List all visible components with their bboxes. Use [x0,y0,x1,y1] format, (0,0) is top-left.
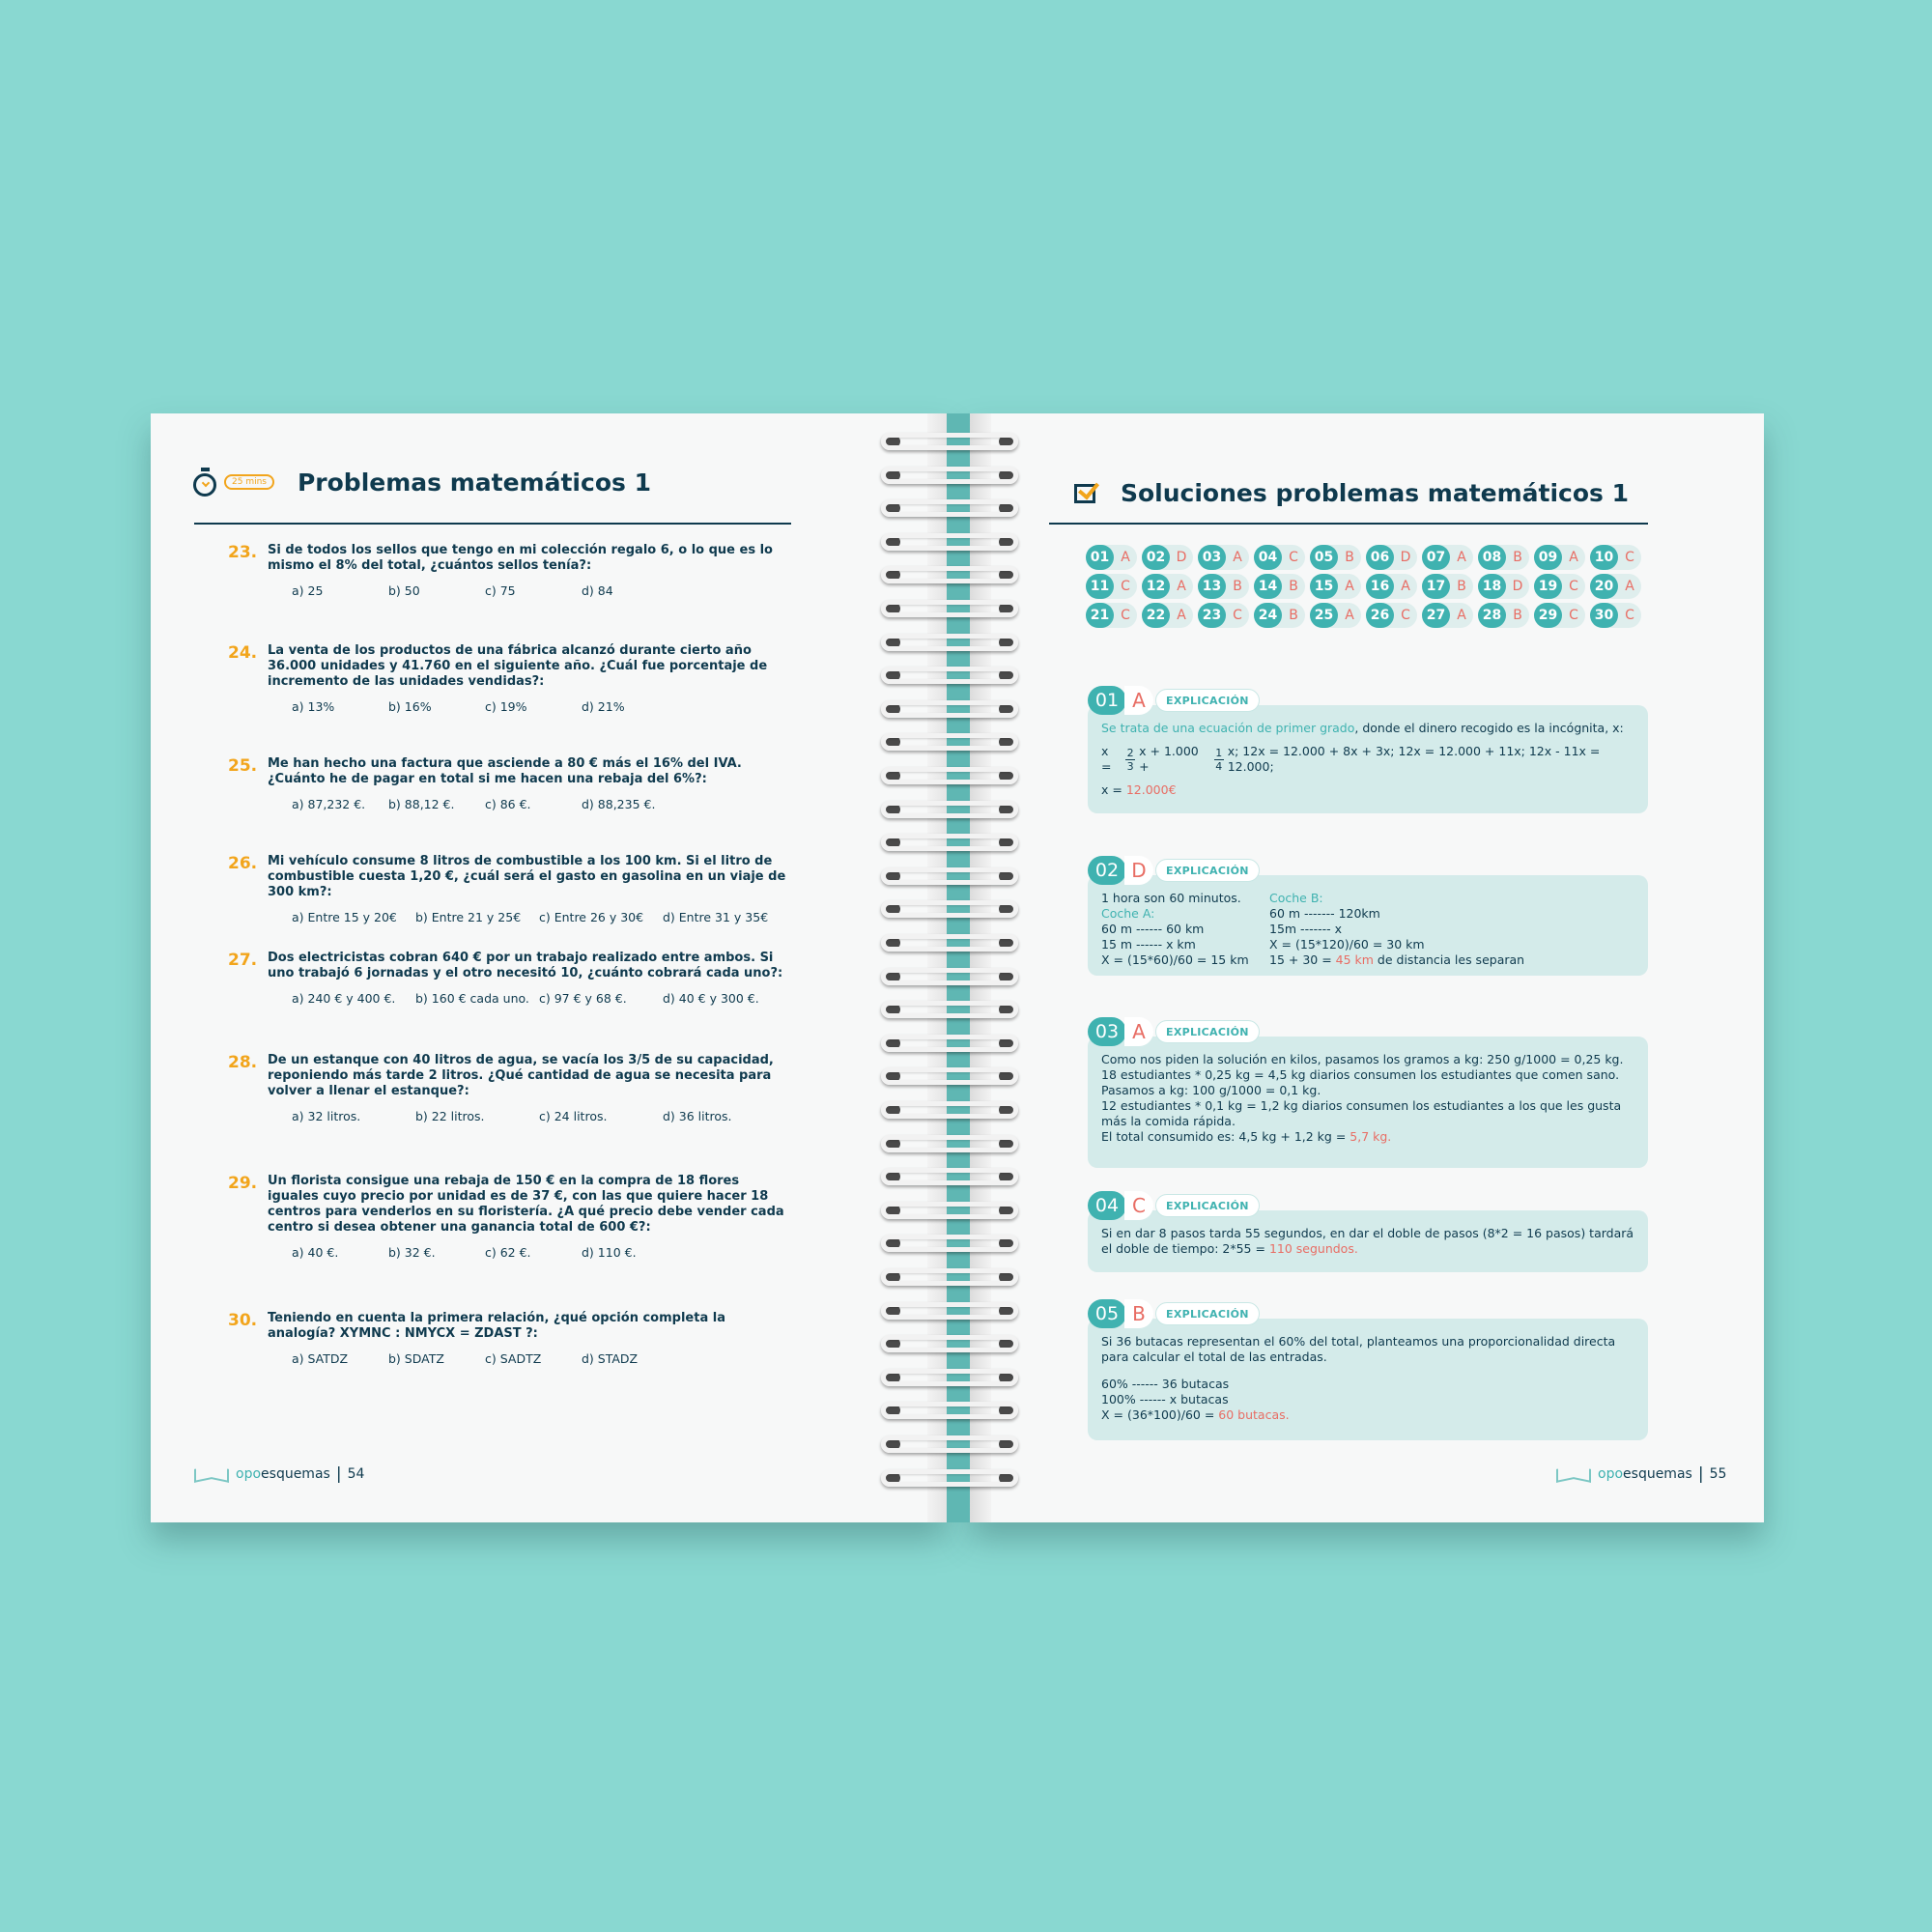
answer-cell [1534,574,1585,599]
answer-option: d) 84 [582,583,613,598]
solutions-title: Soluciones problemas matemáticos 1 [1121,479,1630,507]
equation-part: x; 12x = 12.000 + 8x + 3x; 12x = 12.000 + 11x; 12x - 11x = 12.000; [1227,744,1601,774]
answer-letter: A [1401,579,1410,594]
spiral-ring [877,431,1022,452]
question-text: Un florista consigue una rebaja de 150 € en la compra de 18 flores iguales cuyo precio por unidad es de 37 €, con las que quiere hacer 18 centros para venderlos en su floristería. ¿A qué precio debe vender cada centro si desea obtener una ganancia total de 600 €?: [268,1174,784,1235]
explanation-label: EXPLICACIÓN [1155,1302,1260,1325]
answer-letter: C [1289,550,1298,565]
answer-letter: C [1625,608,1634,623]
solution-tag [1088,1017,1648,1046]
question-number: 27. [228,951,258,970]
answer-letter: A [1457,550,1466,565]
body-text: 100% ------ x butacas [1101,1392,1229,1406]
answer-cell [1422,603,1473,628]
solution-number: 02 [1088,856,1126,885]
spiral-ring [877,564,1022,585]
answer-number: 14 [1254,574,1282,599]
answer-letter: C [1121,579,1130,594]
spiral-ring [877,497,1022,519]
answer-letter: A [1177,608,1186,623]
car-label: Coche B: [1269,891,1323,905]
spiral-ring [877,632,1022,653]
answer-number: 24 [1254,603,1282,628]
answer-letter: B [1457,579,1466,594]
solution-03 [1088,1017,1648,1168]
stopwatch-icon [193,468,218,497]
body-text: X = (36*100)/60 = [1101,1407,1219,1422]
solution-intro [1101,721,1636,736]
question-number: 23. [228,543,258,562]
answer-number: 17 [1422,574,1450,599]
answer-cell [1142,603,1193,628]
body-text: El total consumido es: 4,5 kg + 1,2 kg = [1101,1129,1350,1144]
denominator: 4 [1215,759,1223,773]
solution-tag [1088,856,1648,885]
answer-option: b) Entre 21 y 25€ [415,910,522,924]
solution-body [1088,875,1648,976]
answer-number: 09 [1534,545,1562,570]
answer-letter: B [1513,608,1522,623]
answer-number: 15 [1310,574,1338,599]
body-text: Como nos piden la solución en kilos, pasamos los gramos a kg: 250 g/1000 = 0,25 kg. [1101,1052,1624,1066]
answer-cell [1366,603,1417,628]
brand-prefix: opo [1598,1466,1624,1482]
answer-option: b) 22 litros. [415,1109,485,1123]
question-number: 29. [228,1174,258,1193]
answer-option: d) 110 €. [582,1245,637,1260]
answer-option: a) 240 € y 400 €. [292,991,396,1006]
body-text: 15 m ------ x km [1101,937,1196,952]
body-text: de distancia les separan [1373,952,1525,967]
question-number: 24. [228,643,258,663]
answer-number: 21 [1086,603,1114,628]
body-text: , donde el dinero recogido es la incógnita, x: [1354,721,1624,735]
equation-part: x + 1.000 + [1139,744,1199,774]
spiral-ring [877,1266,1022,1288]
answer-number: 20 [1590,574,1618,599]
answer-options [292,1109,793,1123]
answer-letter: B [1345,550,1354,565]
equation [1101,744,1636,775]
answer-number: 06 [1366,545,1394,570]
equation-part: x = [1101,744,1112,774]
solution-02 [1088,856,1648,976]
page-number: 55 [1709,1466,1727,1482]
answer-option: c) SADTZ [485,1351,542,1366]
answer-option: c) 75 [485,583,516,598]
answer-letter: C [1121,608,1130,623]
answer-cell [1310,545,1361,570]
answer-cell [1366,545,1417,570]
body-text: x = [1101,782,1126,797]
answer-option: c) Entre 26 y 30€ [539,910,644,924]
solution-number: 03 [1088,1017,1126,1046]
solution-body [1088,1319,1648,1440]
answer-number: 13 [1198,574,1226,599]
right-footer [1555,1464,1726,1484]
answer-number: 10 [1590,545,1618,570]
result-value: 5,7 kg. [1350,1129,1392,1144]
answer-option: b) 32 €. [388,1245,436,1260]
right-header [1074,479,1629,507]
answer-cell [1254,545,1305,570]
answer-letter: B [1513,550,1522,565]
answer-cell [1366,574,1417,599]
answer-letter: A [1121,550,1130,565]
solution-letter: B [1124,1299,1153,1328]
explanation-label: EXPLICACIÓN [1155,1020,1260,1043]
answer-cell [1590,574,1641,599]
spiral-ring [877,465,1022,486]
answer-option: a) 87,232 €. [292,797,366,811]
solution-letter: D [1124,856,1153,885]
answer-number: 25 [1310,603,1338,628]
answer-letter: C [1569,608,1578,623]
answer-letter: B [1289,579,1298,594]
spiral-ring [877,731,1022,753]
answer-cell [1142,574,1193,599]
book-logo-icon [193,1465,230,1483]
answer-option: c) 62 €. [485,1245,531,1260]
question-text: Mi vehículo consume 8 litros de combustible a los 100 km. Si el litro de combustible cuesta 1,20 €, ¿cuál será el gasto en gasolina en un viaje de 300 km?: [268,854,786,899]
answer-letter: A [1233,550,1242,565]
answer-letter: A [1625,579,1634,594]
spiral-ring [877,1099,1022,1121]
spiral-ring [877,932,1022,953]
answer-row [1086,603,1648,628]
solution-result [1269,952,1524,968]
spiral-binding [877,431,1022,1503]
numerator: 2 [1126,746,1134,759]
solution-number: 05 [1088,1299,1126,1328]
fraction [1125,748,1135,772]
answer-option: b) 16% [388,699,432,714]
answer-cell [1478,603,1529,628]
question-item [228,543,793,598]
answer-cell [1254,603,1305,628]
answer-options [292,910,793,924]
answer-cell [1478,545,1529,570]
question-item [228,756,793,811]
body-text: Si en dar 8 pasos tarda 55 segundos, en dar el doble de pasos (8*2 = 16 pasos) tardará el doble de tiempo: 2*55 = [1101,1226,1634,1256]
solution-05 [1088,1299,1648,1440]
column-car-b [1269,891,1524,968]
book-logo-icon [1555,1465,1592,1483]
answer-letter: C [1625,550,1634,565]
question-item [228,951,793,1006]
answer-cell [1086,603,1137,628]
answer-letter: D [1512,579,1523,594]
answer-letter: C [1569,579,1578,594]
result-value: 60 butacas. [1218,1407,1290,1422]
answer-cell [1310,574,1361,599]
solution-result [1101,1226,1636,1257]
answer-option: b) 50 [388,583,420,598]
title-divider [194,523,791,525]
question-text: La venta de los productos de una fábrica alcanzó durante cierto año 36.000 unidades y 41.760 en el siguiente año. ¿Cuál fue porcentaje de incremento de las unidades vendidas?: [268,643,768,689]
question-number: 26. [228,854,258,873]
brand-suffix: esquemas [261,1466,330,1482]
checkbox-icon [1074,484,1095,503]
body-text: 15m ------- x [1269,922,1342,936]
body-text: Si 36 butacas representan el 60% del total, planteamos una proporcionalidad directa para calcular el total de las entradas. [1101,1334,1616,1364]
answer-letter: D [1176,550,1187,565]
solution-tag [1088,686,1648,715]
answer-letter: C [1233,608,1242,623]
numerator: 1 [1215,746,1223,759]
answer-grid [1086,545,1648,632]
answer-number: 27 [1422,603,1450,628]
answer-letter: D [1400,550,1411,565]
spiral-ring [877,832,1022,853]
result-value: 45 km [1335,952,1374,967]
spiral-ring [877,1400,1022,1421]
spiral-ring [877,866,1022,887]
answer-options [292,797,793,811]
solution-letter: C [1124,1191,1153,1220]
body-text: 1 hora son 60 minutos. [1101,891,1241,905]
spiral-ring [877,765,1022,786]
question-item [228,1053,793,1123]
answer-cell [1086,545,1137,570]
car-label: Coche A: [1101,906,1155,921]
question-item [228,854,793,924]
solution-number: 01 [1088,686,1126,715]
footer-separator: | [1697,1464,1704,1484]
left-header [193,468,651,497]
spiral-ring [877,966,1022,987]
answer-cell [1590,603,1641,628]
spiral-ring [877,1367,1022,1388]
spiral-ring [877,1434,1022,1455]
answer-cell [1422,545,1473,570]
two-column-work [1101,891,1636,968]
question-item [228,1311,793,1366]
solution-body [1088,705,1648,813]
answer-cell [1590,545,1641,570]
spiral-ring [877,1300,1022,1321]
brand-suffix: esquemas [1623,1466,1692,1482]
answer-letter: B [1289,608,1298,623]
body-text: 18 estudiantes * 0,25 kg = 4,5 kg diarios consumen los estudiantes que comen sano. [1101,1067,1620,1082]
answer-row [1086,545,1648,570]
body-text: 12 estudiantes * 0,1 kg = 1,2 kg diarios consumen los estudiantes a los que les gusta más la comida rápida. [1101,1098,1622,1128]
answer-option: d) 21% [582,699,625,714]
solution-01 [1088,686,1648,813]
left-footer [193,1464,364,1484]
solution-number: 04 [1088,1191,1126,1220]
answer-number: 08 [1478,545,1506,570]
spiral-ring [877,1166,1022,1187]
spiral-ring [877,531,1022,553]
answer-number: 12 [1142,574,1170,599]
answer-cell [1310,603,1361,628]
answer-option: b) 160 € cada uno. [415,991,529,1006]
timer-badge: 25 mins [224,474,274,490]
spiral-ring [877,598,1022,619]
question-text: Dos electricistas cobran 640 € por un trabajo realizado entre ambos. Si uno trabajó 6 jornadas y el otro necesitó 10, ¿cuánto cobrará cada uno?: [268,951,783,980]
page-title: Problemas matemáticos 1 [297,468,651,497]
body-text: X = (15*60)/60 = 15 km [1101,952,1249,967]
answer-option: d) 40 € y 300 €. [663,991,759,1006]
body-text: 60% ------ 36 butacas [1101,1377,1230,1391]
body-text: 60 m ------- 120km [1269,906,1380,921]
solution-result [1101,1129,1636,1145]
answer-option: a) SATDZ [292,1351,349,1366]
question-item [228,1174,793,1260]
solution-result [1101,782,1636,798]
answer-option: d) 36 litros. [663,1109,732,1123]
fraction [1214,748,1224,772]
spiral-ring [877,999,1022,1020]
solution-body [1088,1037,1648,1168]
answer-number: 04 [1254,545,1282,570]
answer-cell [1254,574,1305,599]
answer-letter: B [1233,579,1242,594]
spiral-ring [877,1333,1022,1354]
answer-options [292,699,793,714]
answer-number: 03 [1198,545,1226,570]
answer-options [292,1245,793,1260]
answer-cell [1198,545,1249,570]
footer-separator: | [335,1464,342,1484]
answer-option: a) 32 litros. [292,1109,361,1123]
answer-options [292,583,793,598]
answer-option: c) 86 €. [485,797,531,811]
answer-option: a) 25 [292,583,324,598]
result-value: 110 segundos. [1268,1241,1358,1256]
question-text: Si de todos los sellos que tengo en mi colección regalo 6, o lo que es lo mismo el 8% del total, ¿cuántos sellos tenía?: [268,543,773,573]
page-number: 54 [347,1466,365,1482]
answer-letter: C [1401,608,1410,623]
solution-tag [1088,1191,1648,1220]
spiral-ring [877,1065,1022,1087]
explanation-label: EXPLICACIÓN [1155,859,1260,882]
title-divider [1049,523,1648,525]
answer-row [1086,574,1648,599]
solution-result [1101,1407,1636,1423]
answer-number: 23 [1198,603,1226,628]
denominator: 3 [1126,759,1134,773]
question-text: De un estanque con 40 litros de agua, se vacía los 3/5 de su capacidad, reponiendo más tarde 2 litros. ¿Qué cantidad de agua se necesita para volver a llenar el estanque?: [268,1053,774,1098]
answer-option: c) 19% [485,699,527,714]
answer-cell [1478,574,1529,599]
answer-number: 11 [1086,574,1114,599]
answer-number: 26 [1366,603,1394,628]
answer-cell [1198,574,1249,599]
answer-option: c) 24 litros. [539,1109,608,1123]
question-text: Teniendo en cuenta la primera relación, ¿qué opción completa la analogía? XYMNC : NMYCX = ZDAST ?: [268,1311,725,1341]
answer-cell [1086,574,1137,599]
answer-option: a) 40 €. [292,1245,339,1260]
answer-options [292,991,793,1006]
answer-options [292,1351,793,1366]
answer-number: 19 [1534,574,1562,599]
body-text: 60 m ------ 60 km [1101,922,1205,936]
answer-letter: A [1345,579,1354,594]
explanation-label: EXPLICACIÓN [1155,689,1260,712]
answer-number: 01 [1086,545,1114,570]
answer-cell [1198,603,1249,628]
brand-prefix: opo [236,1466,262,1482]
body-text: X = (15*120)/60 = 30 km [1269,937,1425,952]
answer-letter: A [1457,608,1466,623]
answer-option: c) 97 € y 68 €. [539,991,627,1006]
answer-cell [1142,545,1193,570]
answer-option: a) 13% [292,699,335,714]
question-item [228,643,793,714]
spiral-ring [877,1233,1022,1254]
answer-option: d) 88,235 €. [582,797,656,811]
answer-number: 30 [1590,603,1618,628]
spiral-ring [877,1033,1022,1054]
solution-letter: A [1124,686,1153,715]
answer-number: 07 [1422,545,1450,570]
answer-number: 16 [1366,574,1394,599]
spiral-ring [877,1467,1022,1489]
answer-number: 05 [1310,545,1338,570]
spiral-ring [877,898,1022,920]
solution-tag [1088,1299,1648,1328]
answer-number: 28 [1478,603,1506,628]
spiral-ring [877,698,1022,720]
solution-letter: A [1124,1017,1153,1046]
answer-option: d) Entre 31 y 35€ [663,910,769,924]
answer-cell [1534,603,1585,628]
answer-option: b) SDATZ [388,1351,444,1366]
question-number: 30. [228,1311,258,1330]
answer-number: 02 [1142,545,1170,570]
body-text: Pasamos a kg: 100 g/1000 = 0,1 kg. [1101,1083,1321,1097]
solution-04 [1088,1191,1648,1272]
highlight-text: Se trata de una ecuación de primer grado [1101,721,1355,735]
answer-option: d) STADZ [582,1351,639,1366]
column-car-a [1101,891,1269,968]
spiral-ring [877,1200,1022,1221]
question-number: 25. [228,756,258,776]
answer-cell [1534,545,1585,570]
answer-option: b) 88,12 €. [388,797,455,811]
question-number: 28. [228,1053,258,1072]
spiral-ring [877,665,1022,686]
answer-cell [1422,574,1473,599]
question-text: Me han hecho una factura que asciende a 80 € más el 16% del IVA. ¿Cuánto he de pagar en total si me hacen una rebaja del 6%?: [268,756,742,786]
answer-option: a) Entre 15 y 20€ [292,910,397,924]
explanation-label: EXPLICACIÓN [1155,1194,1260,1217]
answer-letter: A [1177,579,1186,594]
result-value: 12.000€ [1125,782,1177,797]
spiral-ring [877,799,1022,820]
answer-letter: A [1569,550,1578,565]
answer-number: 29 [1534,603,1562,628]
answer-letter: A [1345,608,1354,623]
answer-number: 22 [1142,603,1170,628]
spiral-ring [877,1133,1022,1154]
body-text: 15 + 30 = [1269,952,1336,967]
answer-number: 18 [1478,574,1506,599]
